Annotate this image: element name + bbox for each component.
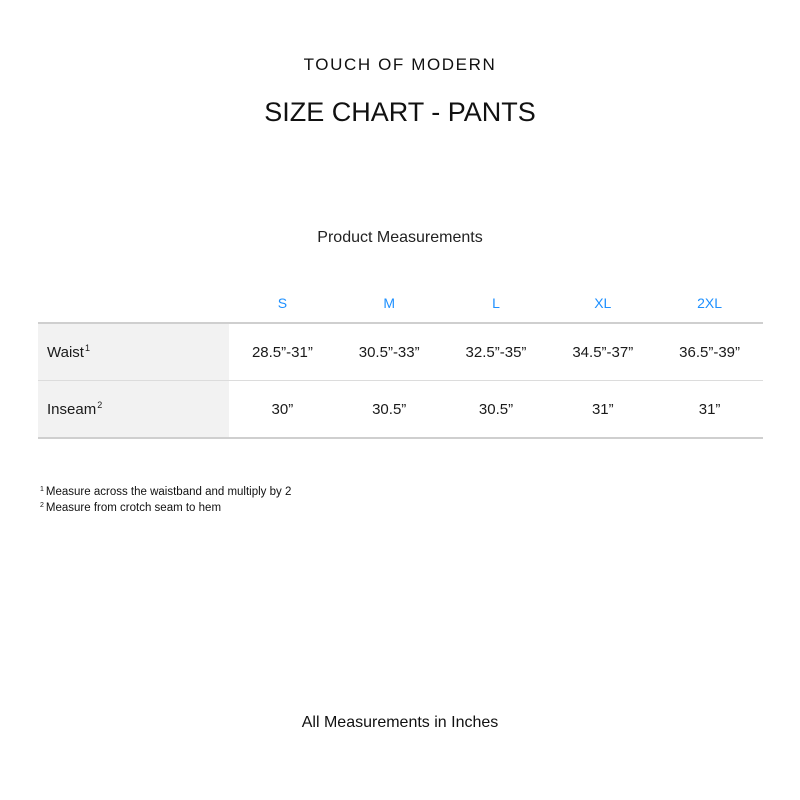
table-cell: 36.5”-39” bbox=[656, 323, 763, 381]
footnote-1 bbox=[40, 483, 291, 499]
table-cell: 31” bbox=[656, 381, 763, 439]
footnote-mark: 1 bbox=[40, 486, 44, 493]
table-row-waist bbox=[38, 323, 763, 381]
size-header-s: S bbox=[229, 283, 336, 323]
row-label-inseam bbox=[38, 381, 229, 439]
row-label-text: Inseam bbox=[47, 401, 97, 418]
table-cell: 30” bbox=[229, 381, 336, 439]
footnote-text: Measure across the waistband and multiply by 2 bbox=[45, 486, 292, 498]
table-cell: 30.5”-33” bbox=[336, 323, 443, 381]
table-cell: 28.5”-31” bbox=[229, 323, 336, 381]
footnotes bbox=[40, 483, 291, 515]
units-note: All Measurements in Inches bbox=[301, 714, 499, 731]
size-header-xl: XL bbox=[549, 283, 656, 323]
footnote-2 bbox=[40, 499, 291, 515]
table-cell: 30.5” bbox=[336, 381, 443, 439]
size-header-m: M bbox=[336, 283, 443, 323]
size-header-row bbox=[38, 283, 763, 323]
size-table bbox=[38, 283, 763, 439]
table-cell: 30.5” bbox=[443, 381, 550, 439]
table-row-inseam bbox=[38, 381, 763, 439]
size-header-2xl: 2XL bbox=[656, 283, 763, 323]
row-label-text: Waist bbox=[47, 344, 84, 361]
footnote-mark: 2 bbox=[97, 400, 103, 410]
size-header-l: L bbox=[443, 283, 550, 323]
table-cell: 31” bbox=[549, 381, 656, 439]
footnote-text: Measure from crotch seam to hem bbox=[45, 502, 222, 514]
table-cell: 34.5”-37” bbox=[549, 323, 656, 381]
brand-logo: TOUCH OF MODERN bbox=[303, 55, 497, 74]
footnote-mark: 2 bbox=[40, 502, 44, 509]
page-title: SIZE CHART - PANTS bbox=[264, 97, 536, 127]
table-caption: Product Measurements bbox=[317, 229, 483, 246]
row-label-waist bbox=[38, 323, 229, 381]
footnote-mark: 1 bbox=[84, 343, 90, 353]
header-corner-cell bbox=[38, 283, 229, 323]
table-cell: 32.5”-35” bbox=[443, 323, 550, 381]
